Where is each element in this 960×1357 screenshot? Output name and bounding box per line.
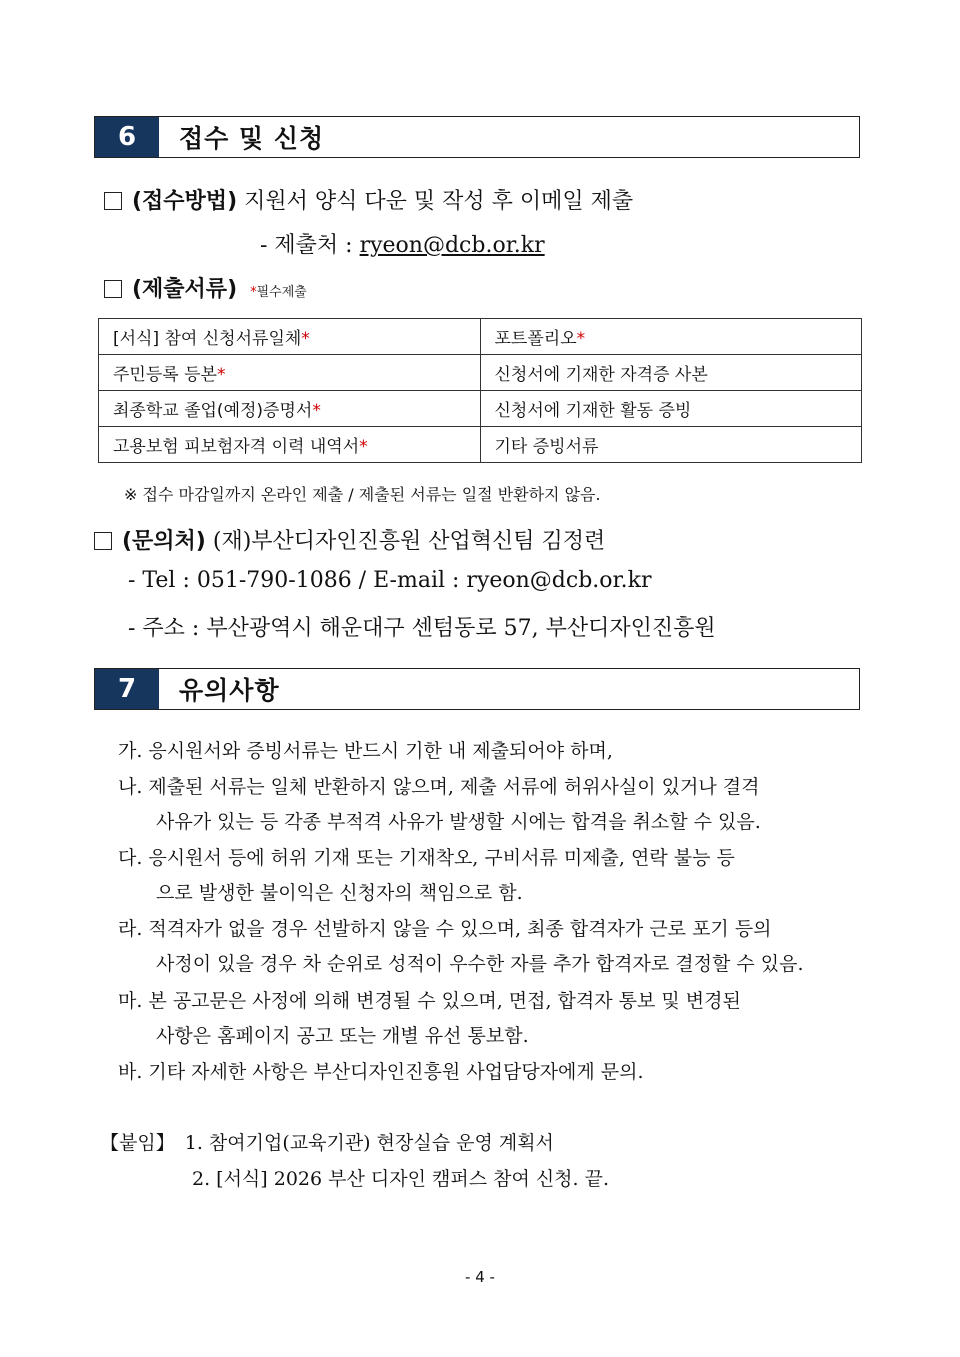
notice-item-continued: 사항은 홈페이지 공고 또는 개별 유선 통보함. bbox=[156, 1025, 529, 1047]
attachment-label: 【붙임】 bbox=[100, 1132, 175, 1154]
checkbox-icon bbox=[94, 532, 112, 550]
section-title: 유의사항 bbox=[179, 676, 280, 705]
attachment-line-1 bbox=[100, 1128, 554, 1155]
notice-item-continued: 으로 발생한 불이익은 신청자의 책임으로 함. bbox=[156, 882, 523, 904]
notice-item-continued: 사유가 있는 등 각종 부적격 사유가 발생할 시에는 합격을 취소할 수 있음. bbox=[156, 811, 761, 833]
table-cell bbox=[99, 391, 481, 427]
checkbox-icon bbox=[104, 280, 122, 298]
cell-text: 고용보험 피보험자격 이력 내역서 bbox=[113, 437, 360, 457]
contact-label: (문의처) bbox=[122, 529, 206, 554]
cell-text: [서식] 참여 신청서류일체 bbox=[113, 329, 302, 349]
contact-text: (재)부산디자인진흥원 산업혁신팀 김정련 bbox=[205, 529, 606, 554]
required-mark: * bbox=[576, 329, 586, 349]
table-row bbox=[99, 427, 862, 463]
address-line: - 주소 : 부산광역시 해운대구 센텀동로 57, 부산디자인진흥원 bbox=[128, 616, 716, 641]
contact-line bbox=[94, 524, 605, 555]
section-title: 접수 및 신청 bbox=[179, 124, 325, 153]
notice-item: 나. 제출된 서류는 일체 반환하지 않으며, 제출 서류에 허위사실이 있거나 결격 bbox=[118, 776, 760, 798]
method-text: 지원서 양식 다운 및 작성 후 이메일 제출 bbox=[237, 189, 634, 214]
documents-table bbox=[98, 318, 862, 463]
cell-text: 기타 증빙서류 bbox=[494, 437, 599, 457]
notice-item: 가. 응시원서와 증빙서류는 반드시 기한 내 제출되어야 하며, bbox=[118, 740, 613, 762]
required-note: *필수제출 bbox=[250, 285, 307, 300]
table-cell bbox=[480, 391, 862, 427]
notice-item: 다. 응시원서 등에 허위 기재 또는 기재착오, 구비서류 미제출, 연락 불능 등 bbox=[118, 847, 735, 869]
section-6-header bbox=[94, 116, 860, 158]
table-row bbox=[99, 319, 862, 355]
attachment-item: 1. 참여기업(교육기관) 현장실습 운영 계획서 bbox=[184, 1132, 554, 1154]
method-line bbox=[104, 184, 633, 215]
notice-item: 마. 본 공고문은 사정에 의해 변경될 수 있으며, 면접, 합격자 통보 및 변경된 bbox=[118, 990, 741, 1012]
table-row bbox=[99, 355, 862, 391]
required-mark: * bbox=[301, 329, 310, 349]
table-cell bbox=[99, 319, 481, 355]
table-row bbox=[99, 391, 862, 427]
notice-item-continued: 사정이 있을 경우 차 순위로 성적이 우수한 자를 추가 합격자로 결정할 수 있음. bbox=[156, 953, 804, 975]
submit-to-prefix: - 제출처 : bbox=[260, 233, 360, 258]
tel-email-line: - Tel : 051-790-1086 / E-mail : ryeon@dcb.or.kr bbox=[128, 568, 652, 593]
docs-note: ※ 접수 마감일까지 온라인 제출 / 제출된 서류는 일절 반환하지 않음. bbox=[124, 485, 601, 504]
cell-text: 주민등록 등본 bbox=[113, 365, 217, 385]
notice-item: 라. 적격자가 없을 경우 선발하지 않을 수 있으며, 최종 합격자가 근로 포기 등의 bbox=[118, 918, 772, 940]
section-number: 7 bbox=[95, 669, 159, 709]
table-cell bbox=[480, 355, 862, 391]
table-cell bbox=[480, 427, 862, 463]
section-7-header bbox=[94, 668, 860, 710]
table-cell bbox=[99, 355, 481, 391]
method-label: (접수방법) bbox=[132, 189, 238, 214]
docs-label: (제출서류) bbox=[132, 277, 238, 302]
docs-line bbox=[104, 272, 307, 303]
page-number: - 4 - bbox=[465, 1268, 495, 1286]
table-cell bbox=[480, 319, 862, 355]
cell-text: 포트폴리오 bbox=[494, 329, 577, 349]
submit-email-link[interactable]: ryeon@dcb.or.kr bbox=[359, 233, 545, 258]
cell-text: 신청서에 기재한 활동 증빙 bbox=[494, 401, 692, 421]
required-mark: * bbox=[359, 437, 368, 457]
cell-text: 최종학교 졸업(예정)증명서 bbox=[113, 401, 313, 421]
cell-text: 신청서에 기재한 자격증 사본 bbox=[494, 365, 708, 385]
notice-item: 바. 기타 자세한 사항은 부산디자인진흥원 사업담당자에게 문의. bbox=[118, 1061, 644, 1083]
attachment-item: 2. [서식] 2026 부산 디자인 캠퍼스 참여 신청. 끝. bbox=[192, 1168, 610, 1190]
section-number: 6 bbox=[95, 117, 159, 157]
required-mark: * bbox=[312, 401, 321, 421]
checkbox-icon bbox=[104, 192, 122, 210]
required-mark: * bbox=[216, 365, 226, 385]
table-cell bbox=[99, 427, 481, 463]
submit-to-line bbox=[260, 228, 545, 259]
